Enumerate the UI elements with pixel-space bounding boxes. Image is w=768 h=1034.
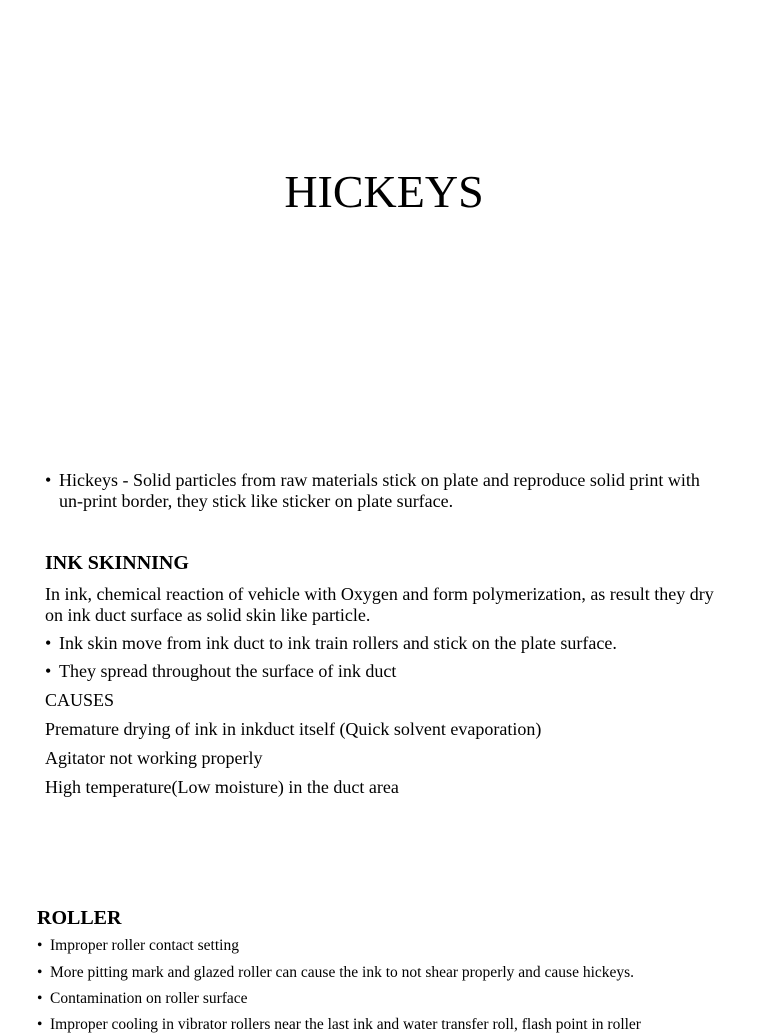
bullet-marker: • [37,964,43,981]
roller-bullet [37,990,757,1008]
cause-item: Agitator not working properly [45,748,263,768]
causes-label: CAUSES [45,690,115,710]
roller-bullet-text: Improper roller contact setting [50,937,239,954]
cause-item: High temperature(Low moisture) in the duct area [45,777,399,797]
ink-skinning-bullet [45,661,725,682]
ink-skinning-bullet [45,633,725,654]
ink-skinning-description: In ink, chemical reaction of vehicle with Oxygen and form polymerization, as result they dry on ink duct surface as solid skin like particle. [45,584,714,625]
cause-item: Premature drying of ink in inkduct itself (Quick solvent evaporation) [45,719,542,739]
ink-skinning-heading: INK SKINNING [45,552,189,574]
roller-bullet [37,937,757,955]
intro-bullet-text: Hickeys - Solid particles from raw materials stick on plate and reproduce solid print with un-print border, they stick like sticker on plate surface. [59,470,700,511]
bullet-marker: • [37,937,43,954]
roller-bullet-text: More pitting mark and glazed roller can cause the ink to not shear properly and cause hickeys. [50,964,635,981]
bullet-marker: • [37,1016,43,1033]
roller-bullet [37,964,757,982]
roller-heading: ROLLER [37,907,122,929]
bullet-marker: • [45,661,52,681]
bullet-marker: • [45,470,52,490]
roller-bullet-text: Improper cooling in vibrator rollers near the last ink and water transfer roll, flash point in roller [50,1016,641,1033]
bullet-marker: • [37,990,43,1007]
roller-bullet-text: Contamination on roller surface [50,990,248,1007]
roller-bullet [37,1016,757,1034]
ink-skinning-bullet-text: They spread throughout the surface of ink duct [59,661,397,681]
intro-bullet [45,470,725,512]
page-title: HICKEYS [284,166,484,217]
ink-skinning-bullet-text: Ink skin move from ink duct to ink train rollers and stick on the plate surface. [59,633,617,653]
bullet-marker: • [45,633,52,653]
